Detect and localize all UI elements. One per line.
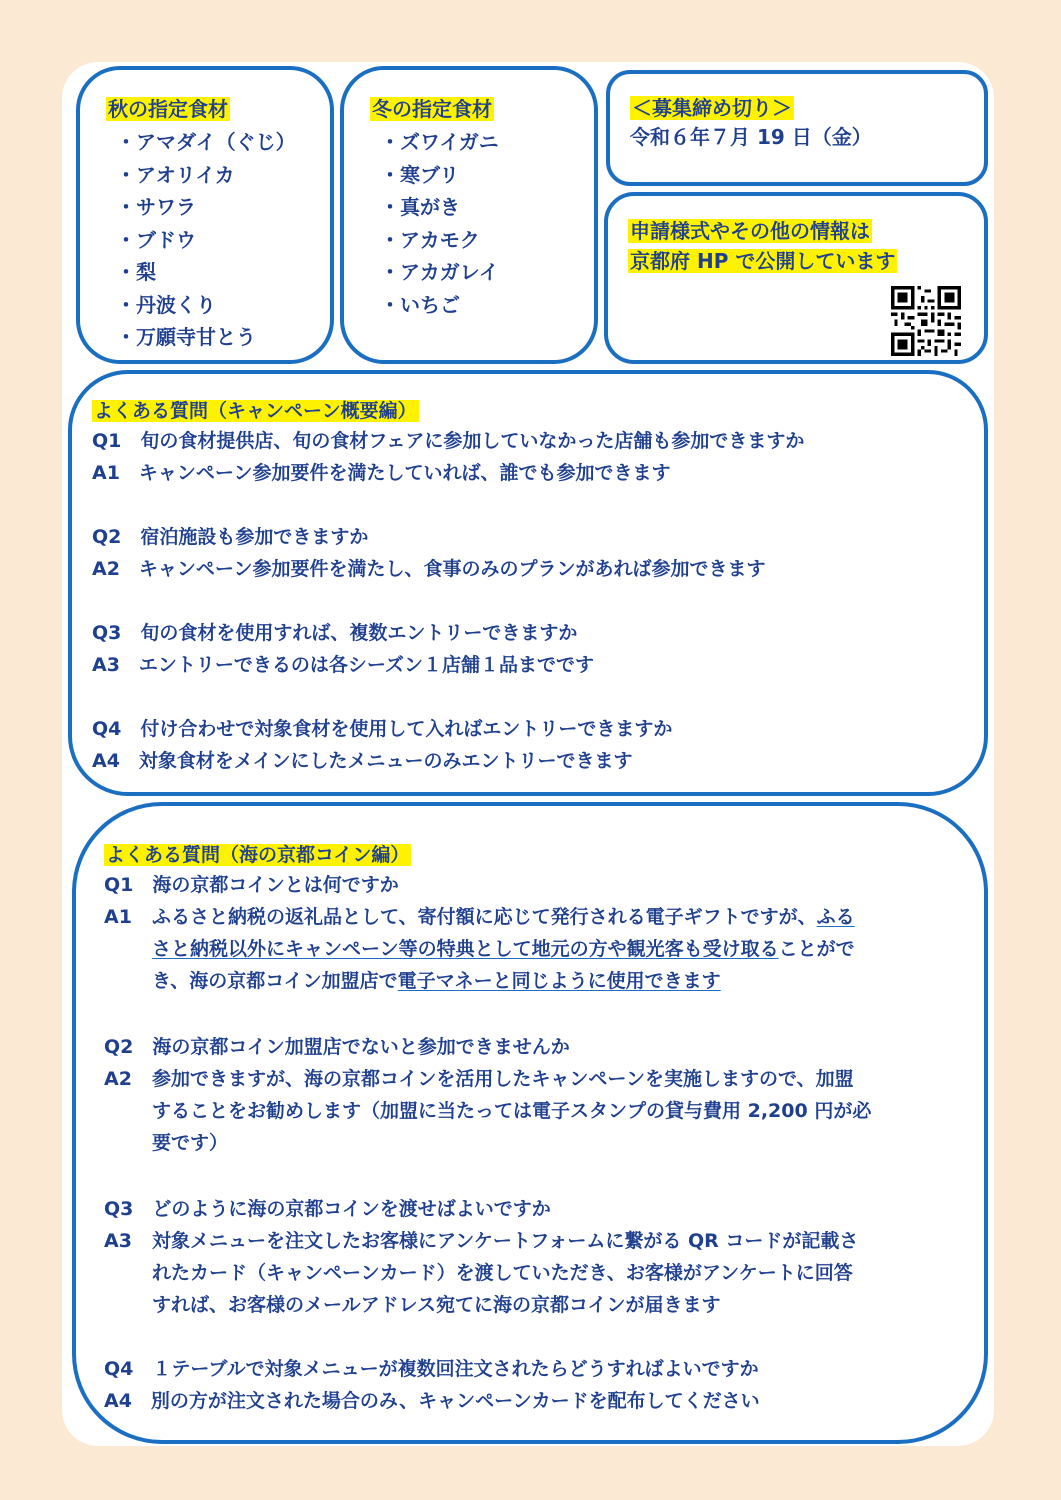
faq2-a1-label: A1 [104,906,132,928]
deadline-title: ＜募集締め切り＞ [632,96,792,120]
faq2-a4: A4 別の方が注文された場合のみ、キャンペーンカードを配布してください [104,1390,760,1412]
faq2-a3-line3: すれば、お客様のメールアドレス宛てに海の京都コインが届きます [152,1294,721,1316]
faq2-a1-text: き、海の京都コイン加盟店で [152,970,398,992]
faq1-q2: Q2 宿泊施設も参加できますか [92,526,369,548]
faq2-a2-line1: 参加できますが、海の京都コインを活用したキャンペーンを実施しますので、加盟 [152,1068,854,1090]
faq2-q2: Q2 海の京都コイン加盟店でないと参加できませんか [104,1036,570,1058]
faq2-a1-text: ふるさと納税の返礼品として、寄付額に応じて発行される電子ギフトですが、 [152,906,817,928]
faq2-a1-line1 [152,904,855,930]
list-item: ・ズワイガニ [380,130,499,154]
faq2-a3-line1: 対象メニューを注文したお客様にアンケートフォームに繋がる QR コードが記載さ [152,1230,859,1252]
list-item: ・梨 [116,260,156,284]
faq2-q1: Q1 海の京都コインとは何ですか [104,874,399,896]
faq2-a2-label: A2 [104,1068,132,1090]
faq2-a2-line3: 要です） [152,1132,229,1154]
winter-title: 冬の指定食材 [372,97,492,121]
faq1-title [92,398,419,424]
faq2-a1-line3 [152,968,721,994]
list-item: ・アオリイカ [116,162,235,187]
faq1-a3: A3 エントリーできるのは各シーズン１店舗１品までです [92,654,594,676]
deadline-date: 令和６年７月 19 日（金） [630,125,872,149]
list-item: ・アカモク [380,227,480,252]
info-line-2: 京都府 HP で公開しています [630,249,896,273]
list-item: ・いちご [380,292,460,317]
faq1-q3: Q3 旬の食材を使用すれば、複数エントリーできますか [92,622,578,644]
list-item: ・万願寺甘とう [116,325,256,349]
faq2-a2-line2: することをお勧めします（加盟に当たっては電子スタンプの貸与費用 2,200 円が必 [152,1100,872,1122]
faq1-q1: Q1 旬の食材提供店、旬の食材フェアに参加していなかった店舗も参加できますか [92,430,805,452]
winter-ingredients-box [340,66,598,364]
faq2-a1-underlined: ふる [816,906,855,928]
faq1-a4: A4 対象食材をメインにしたメニューのみエントリーできます [92,750,633,772]
deadline-box [606,70,988,186]
faq2-q4: Q4 １テーブルで対象メニューが複数回注文されたらどうすればよいですか [104,1358,759,1380]
faq2-a1-text: ことがで [778,938,855,960]
autumn-list [106,126,330,354]
faq1-q4: Q4 付け合わせで対象食材を使用して入ればエントリーできますか [92,718,673,740]
faq1-a2: A2 キャンペーン参加要件を満たし、食事のみのプランがあれば参加できます [92,558,766,580]
faq2-a1-underlined: さと納税以外にキャンペーン等の特典として地元の方や観光客も受け取る [152,938,779,960]
list-item: ・サワラ [116,195,196,219]
faq2-a3-label: A3 [104,1230,132,1252]
faq2-q3: Q3 どのように海の京都コインを渡せばよいですか [104,1198,551,1220]
info-line-1: 申請様式やその他の情報は [630,219,870,243]
list-item: ・ブドウ [116,227,196,252]
faq2-title [104,842,411,868]
list-item: ・真がき [380,195,460,219]
faq1-title-text: よくある質問（キャンペーン概要編） [94,400,417,422]
faq1-a1: A1 キャンペーン参加要件を満たしていれば、誰でも参加できます [92,462,671,484]
faq2-a1-line2 [152,936,855,962]
list-item: ・丹波くり [116,292,216,317]
list-item: ・アマダイ（ぐじ） [116,130,296,154]
faq2-a3-line2: れたカード（キャンペーンカード）を渡していただき、お客様がアンケートに回答 [152,1262,853,1284]
winter-list [370,126,594,321]
list-item: ・アカガレイ [380,260,499,284]
faq2-title-text: よくある質問（海の京都コイン編） [106,844,410,866]
list-item: ・寒ブリ [380,162,460,187]
qr-code[interactable] [891,286,961,356]
faq2-a1-underlined: 電子マネーと同じように使用できます [397,970,721,992]
autumn-ingredients-box [76,66,334,364]
autumn-title: 秋の指定食材 [108,97,228,121]
